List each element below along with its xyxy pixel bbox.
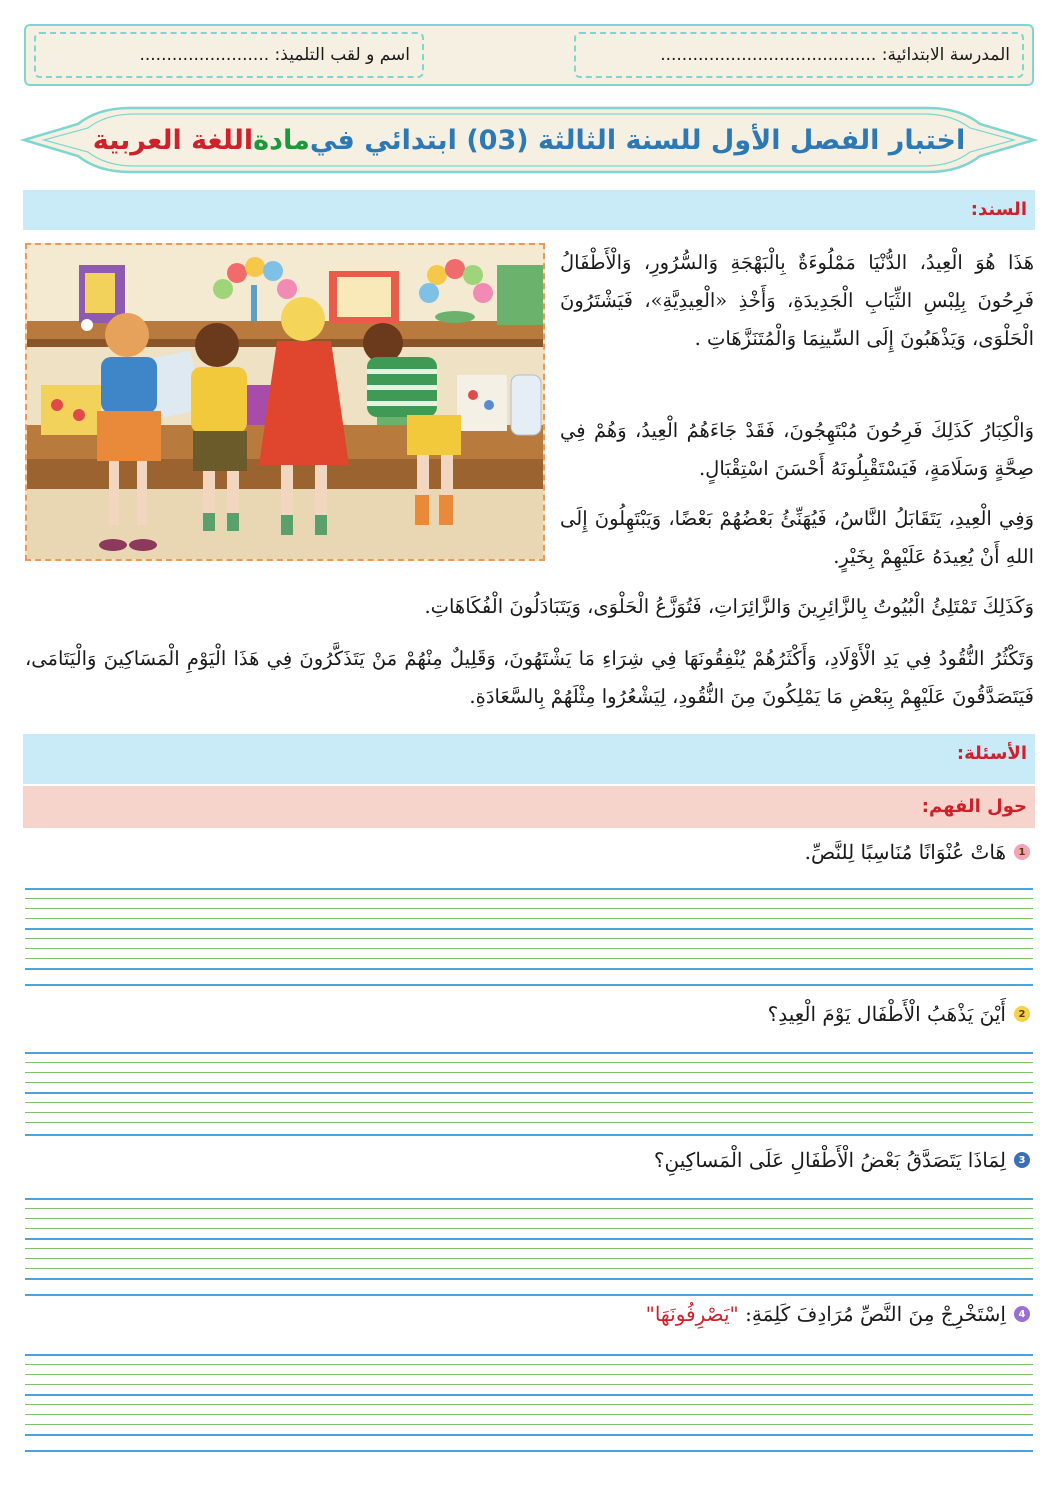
question-4-text	[646, 1302, 1006, 1326]
question-1	[805, 840, 1030, 864]
passage-paragraph-4: وَكَذَلِكَ تَمْتَلِئُ الْبُيُوتُ بِالزَّائِرِينَ وَالزَّائِرَاتِ، فَتُوَزَّعُ الْحَلْوَى، وَيَتَبَادَلُونَ الْفُكَاهَاتِ.	[424, 595, 1034, 618]
answer-lines-1[interactable]	[25, 888, 1033, 988]
exam-title-subject: اللغة العربية	[92, 124, 254, 156]
school-name-field[interactable]	[574, 32, 1024, 78]
answer-lines-2[interactable]	[25, 1052, 1033, 1142]
question-2-text: أَيْنَ يَذْهَبُ الْأَطْفَال يَوْمَ الْعِيدِ؟	[767, 1002, 1006, 1026]
question-4-keyword: "يَصْرِفُونَهَا"	[645, 1302, 739, 1326]
question-4	[646, 1302, 1030, 1326]
passage-paragraph-2: وَالْكِبَارُ كَذَلِكَ فَرِحُونَ مُبْتَهِجُونَ، فَقَدْ جَاءَهُمُ الْعِيدُ، وَهُمْ فِي صِحَّةٍ وَسَلَامَةٍ، فَيَسْتَقْبِلُونَهُ أَحْسَنَ اسْتِقْبَالٍ.	[560, 419, 1034, 480]
comprehension-bar	[23, 786, 1035, 828]
flower-number-icon: 4	[1014, 1306, 1030, 1322]
school-name-label: المدرسة الابتدائية: ........................................	[660, 45, 1010, 65]
student-name-label: اسم و لقب التلميذ: ........................	[139, 45, 410, 65]
passage-paragraph-1: هَذَا هُوَ الْعِيدُ، الدُّنْيَا مَمْلُوءَةٌ بِالْبَهْجَةِ وَالسُّرُورِ، وَالْأَطْفَالُ فَرِحُونَ بِلِبْسِ الثِّيَابِ الْجَدِيدَةِ، وَأَخْذِ «الْعِيدِيَّةِ»، فَيَشْتَرُونَ الْحَلْوَى، وَيَذْهَبُونَ إِلَى السِّينِمَا وَالْمُتَنَزَّهَاتِ .	[560, 251, 1034, 350]
question-3-text: لِمَاذَا يَتَصَدَّقُ بَعْضُ الْأَطْفَالِ عَلَى الْمَساكِينِ؟	[653, 1148, 1006, 1172]
flower-number-icon: 1	[1014, 844, 1030, 860]
answer-lines-3[interactable]	[25, 1198, 1033, 1298]
question-2	[768, 1002, 1030, 1026]
eid-shop-illustration	[25, 243, 545, 561]
question-1-text: هَاتْ عُنْوَانًا مُنَاسِبًا لِلنَّصِّ.	[804, 840, 1006, 864]
question-3	[654, 1148, 1030, 1172]
title-banner	[20, 104, 1038, 180]
text-section-bar	[23, 190, 1035, 230]
question-4-prompt: اِسْتَخْرِجْ مِنَ النَّصِّ مُرَادِفَ كَلِمَةِ:	[738, 1302, 1006, 1326]
questions-section-bar	[23, 734, 1035, 784]
flower-number-icon: 2	[1014, 1006, 1030, 1022]
comprehension-label: حول الفهم:	[921, 796, 1027, 817]
passage-paragraph-3: وَفِي الْعِيدِ، يَتَقَابَلُ النَّاسُ، فَيُهَنِّئُ بَعْضُهُمْ بَعْضًا، وَيَبْتَهِلُونَ إِلَى اللهِ أَنْ يُعِيدَهُ عَلَيْهِمْ بِخَيْرٍ.	[560, 507, 1034, 568]
flower-number-icon: 3	[1014, 1152, 1030, 1168]
text-section-label: السند:	[970, 199, 1027, 220]
exam-title-subject-word: مادة	[253, 124, 310, 156]
student-name-field[interactable]	[34, 32, 424, 78]
answer-lines-4[interactable]	[25, 1354, 1033, 1454]
exam-title	[20, 104, 1038, 176]
questions-section-label: الأسئلة:	[956, 743, 1027, 764]
passage-paragraph-5: وَتَكْثُرُ النُّقُودُ فِي يَدِ الْأَوْلَادِ، وَأَكْثَرُهُمْ يُنْفِقُونَهَا فِي شِرَاءِ مَا يَشْتَهُونَ، وَقَلِيلٌ مِنْهُمْ مَنْ يَتَذَكَّرُونَ فِي هَذَا الْيَوْمِ الْمَسَاكِينَ وَالْيَتَامَى، فَيَتَصَدَّقُونَ عَلَيْهِمْ بِبَعْضِ مَا يَمْلِكُونَ مِنَ النُّقُودِ، لِيَشْعُرُوا مِثْلَهُمْ بِالسَّعَادَةِ.	[25, 647, 1034, 708]
exam-title-main: اختبار الفصل الأول للسنة الثالثة (03) ابتدائي في	[309, 124, 966, 156]
illustration-drawing	[27, 245, 543, 559]
header-frame	[24, 24, 1034, 86]
